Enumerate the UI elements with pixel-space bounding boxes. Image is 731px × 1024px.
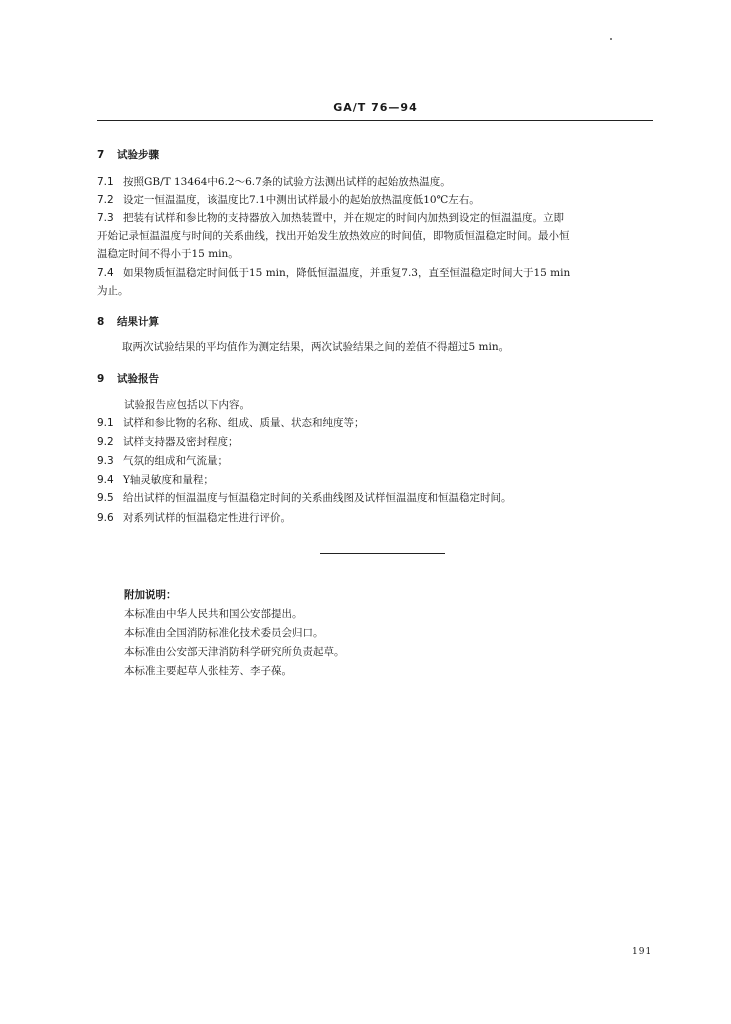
clause-number: 7.4	[97, 267, 114, 279]
notes-line: 本标准主要起草人张桂芳、李子葆。	[124, 665, 292, 677]
clause-9-2	[97, 435, 239, 449]
clause-9-1	[97, 416, 365, 430]
section-9-heading	[97, 372, 159, 386]
clause-number: 9.3	[97, 455, 114, 467]
clause-number: 7.1	[97, 176, 114, 188]
section-9-intro: 试验报告应包括以下内容。	[124, 399, 250, 411]
clause-7-4	[97, 266, 570, 280]
section-8-title: 结果计算	[117, 316, 159, 328]
notes-title: 附加说明：	[124, 589, 177, 601]
clause-9-6	[97, 511, 291, 525]
clause-7-4-cont-1: 为止。	[97, 285, 129, 297]
clause-text: 气氛的组成和气流量；	[123, 455, 228, 467]
clause-7-3-cont-2: 温稳定时间不得小于15 min。	[97, 248, 239, 260]
clause-number: 9.2	[97, 436, 114, 448]
clause-number: 9.4	[97, 474, 114, 486]
clause-text: 如果物质恒温稳定时间低于15 min，降低恒温温度，并重复7.3，直至恒温稳定时间大于15 min	[123, 267, 571, 279]
clause-7-1	[97, 175, 451, 189]
clause-9-3	[97, 454, 228, 468]
clause-7-3-cont-1: 开始记录恒温温度与时间的关系曲线，找出开始发生放热效应的时间值，即物质恒温稳定时间。最小恒	[97, 230, 570, 242]
clause-text: 给出试样的恒温温度与恒温稳定时间的关系曲线图及试样恒温温度和恒温稳定时间。	[123, 492, 512, 504]
clause-number: 7.2	[97, 194, 114, 206]
clause-number: 9.6	[97, 512, 114, 524]
section-9-number: 9	[97, 373, 105, 385]
clause-9-5	[97, 491, 512, 505]
section-7-number: 7	[97, 149, 105, 161]
section-7-title: 试验步骤	[117, 149, 159, 161]
clause-text: 试样和参比物的名称、组成、质量、状态和纯度等；	[123, 417, 365, 429]
clause-7-2	[97, 193, 480, 207]
clause-text: 按照GB/T 13464中6.2～6.7条的试验方法测出试样的起始放热温度。	[123, 176, 451, 188]
clause-text: 设定一恒温温度，该温度比7.1中测出试样最小的起始放热温度低10℃左右。	[123, 194, 480, 206]
clause-7-3	[97, 211, 564, 225]
section-8-number: 8	[97, 316, 105, 328]
clause-text: 对系列试样的恒温稳定性进行评价。	[123, 512, 291, 524]
notes-line: 本标准由中华人民共和国公安部提出。	[124, 608, 303, 620]
clause-text: Y轴灵敏度和量程；	[123, 474, 214, 486]
scan-speck	[610, 38, 612, 40]
page-number: 191	[632, 947, 653, 957]
section-8-heading	[97, 315, 159, 329]
clause-text: 把装有试样和参比物的支持器放入加热装置中，并在规定的时间内加热到设定的恒温温度。立即	[123, 212, 564, 224]
clause-9-4	[97, 473, 214, 487]
clause-number: 9.1	[97, 417, 114, 429]
notes-line: 本标准由公安部天津消防科学研究所负责起草。	[124, 646, 345, 658]
clause-number: 7.3	[97, 212, 114, 224]
notes-line: 本标准由全国消防标准化技术委员会归口。	[124, 627, 324, 639]
end-separator-rule	[320, 553, 445, 554]
clause-number: 9.5	[97, 492, 114, 504]
header-rule	[97, 120, 653, 121]
clause-text: 试样支持器及密封程度；	[123, 436, 239, 448]
section-9-title: 试验报告	[117, 373, 159, 385]
standard-code: GA/T 76—94	[333, 101, 418, 114]
section-7-heading	[97, 148, 159, 162]
section-8-text: 取两次试验结果的平均值作为测定结果，两次试验结果之间的差值不得超过5 min。	[122, 341, 510, 353]
